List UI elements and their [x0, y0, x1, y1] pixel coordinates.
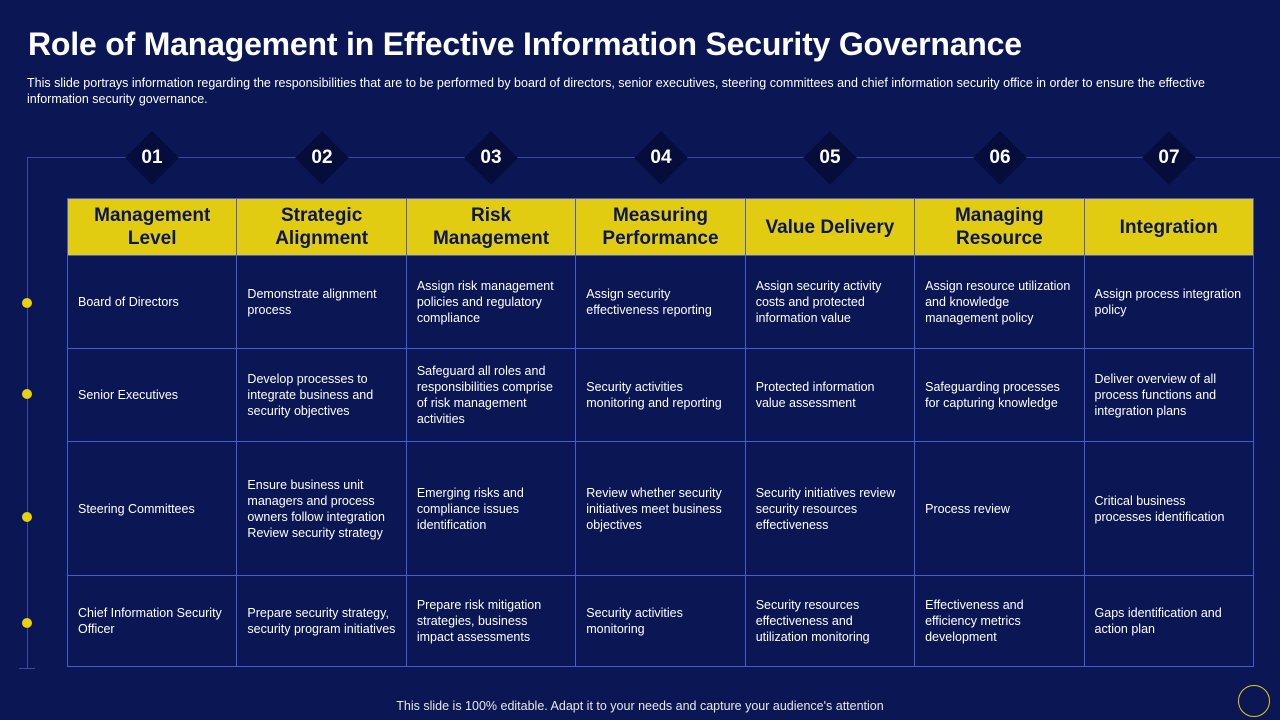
- table-cell: Board of Directors: [68, 256, 237, 349]
- page-title: Role of Management in Effective Information Security Governance: [28, 26, 1022, 62]
- step-marker-01: [125, 131, 179, 185]
- table-cell: Protected information value assessment: [745, 349, 914, 442]
- header-integration: Integration: [1084, 199, 1253, 256]
- step-number: 06: [989, 147, 1011, 168]
- table-cell: Security resources effectiveness and utilization monitoring: [745, 576, 914, 667]
- table-row: [68, 256, 1254, 349]
- page-subtitle: This slide portrays information regarding the responsibilities that are to be performed by board of directors, senior executives, steering committees and chief information security office in order to ensure the effective information security governance.: [27, 76, 1205, 106]
- table-cell: Chief Information Security Officer: [68, 576, 237, 667]
- table-cell: Deliver overview of all process functions and integration plans: [1084, 349, 1253, 442]
- table-row: [68, 576, 1254, 667]
- table-cell: Assign resource utilization and knowledge management policy: [915, 256, 1084, 349]
- governance-table: [67, 198, 1254, 667]
- table-cell: Process review: [915, 442, 1084, 576]
- timeline-dot-board: [22, 298, 32, 308]
- step-marker-04: [634, 131, 688, 185]
- header-value-delivery: Value Delivery: [745, 199, 914, 256]
- step-marker-07: [1142, 131, 1196, 185]
- table-cell: Assign process integration policy: [1084, 256, 1253, 349]
- table-cell: Safeguard all roles and responsibilities comprise of risk management activities: [406, 349, 575, 442]
- step-number: 04: [650, 147, 672, 168]
- timeline-dot-ciso: [22, 618, 32, 628]
- step-number: 01: [141, 147, 163, 168]
- table-cell: Critical business processes identification: [1084, 442, 1253, 576]
- corner-circle-decoration: [1238, 685, 1270, 717]
- table-cell: Emerging risks and compliance issues identification: [406, 442, 575, 576]
- table-cell: Security activities monitoring: [576, 576, 745, 667]
- step-marker-05: [803, 131, 857, 185]
- step-marker-02: [295, 131, 349, 185]
- step-number: 03: [480, 147, 502, 168]
- table-cell: Gaps identification and action plan: [1084, 576, 1253, 667]
- header-measuring-performance: Measuring Performance: [576, 199, 745, 256]
- step-marker-06: [973, 131, 1027, 185]
- table-cell: Steering Committees: [68, 442, 237, 576]
- footer-note: This slide is 100% editable. Adapt it to your needs and capture your audience's attention: [396, 699, 884, 713]
- header-managing-resource: Managing Resource: [915, 199, 1084, 256]
- table-cell: Review whether security initiatives meet business objectives: [576, 442, 745, 576]
- table-header-row: [68, 199, 1254, 256]
- timeline-vertical-line: [27, 157, 28, 669]
- table-cell: Ensure business unit managers and process owners follow integration Review security strategy: [237, 442, 406, 576]
- step-number: 07: [1158, 147, 1180, 168]
- table-cell: Prepare security strategy, security program initiatives: [237, 576, 406, 667]
- step-number: 02: [311, 147, 333, 168]
- table-cell: Assign risk management policies and regulatory compliance: [406, 256, 575, 349]
- header-management-level: Management Level: [68, 199, 237, 256]
- table-row: [68, 442, 1254, 576]
- timeline-dot-steering: [22, 512, 32, 522]
- table-cell: Safeguarding processes for capturing knowledge: [915, 349, 1084, 442]
- header-strategic-alignment: Strategic Alignment: [237, 199, 406, 256]
- header-risk-management: Risk Management: [406, 199, 575, 256]
- table-cell: Assign security activity costs and protected information value: [745, 256, 914, 349]
- table-cell: Demonstrate alignment process: [237, 256, 406, 349]
- table-cell: Security activities monitoring and reporting: [576, 349, 745, 442]
- table-cell: Prepare risk mitigation strategies, business impact assessments: [406, 576, 575, 667]
- table-cell: Develop processes to integrate business and security objectives: [237, 349, 406, 442]
- table-cell: Security initiatives review security resources effectiveness: [745, 442, 914, 576]
- timeline-dot-senior: [22, 389, 32, 399]
- timeline-end-tick: [19, 668, 35, 669]
- step-marker-03: [464, 131, 518, 185]
- step-number: 05: [819, 147, 841, 168]
- table-cell: Assign security effectiveness reporting: [576, 256, 745, 349]
- table-cell: Senior Executives: [68, 349, 237, 442]
- table-row: [68, 349, 1254, 442]
- table-cell: Effectiveness and efficiency metrics development: [915, 576, 1084, 667]
